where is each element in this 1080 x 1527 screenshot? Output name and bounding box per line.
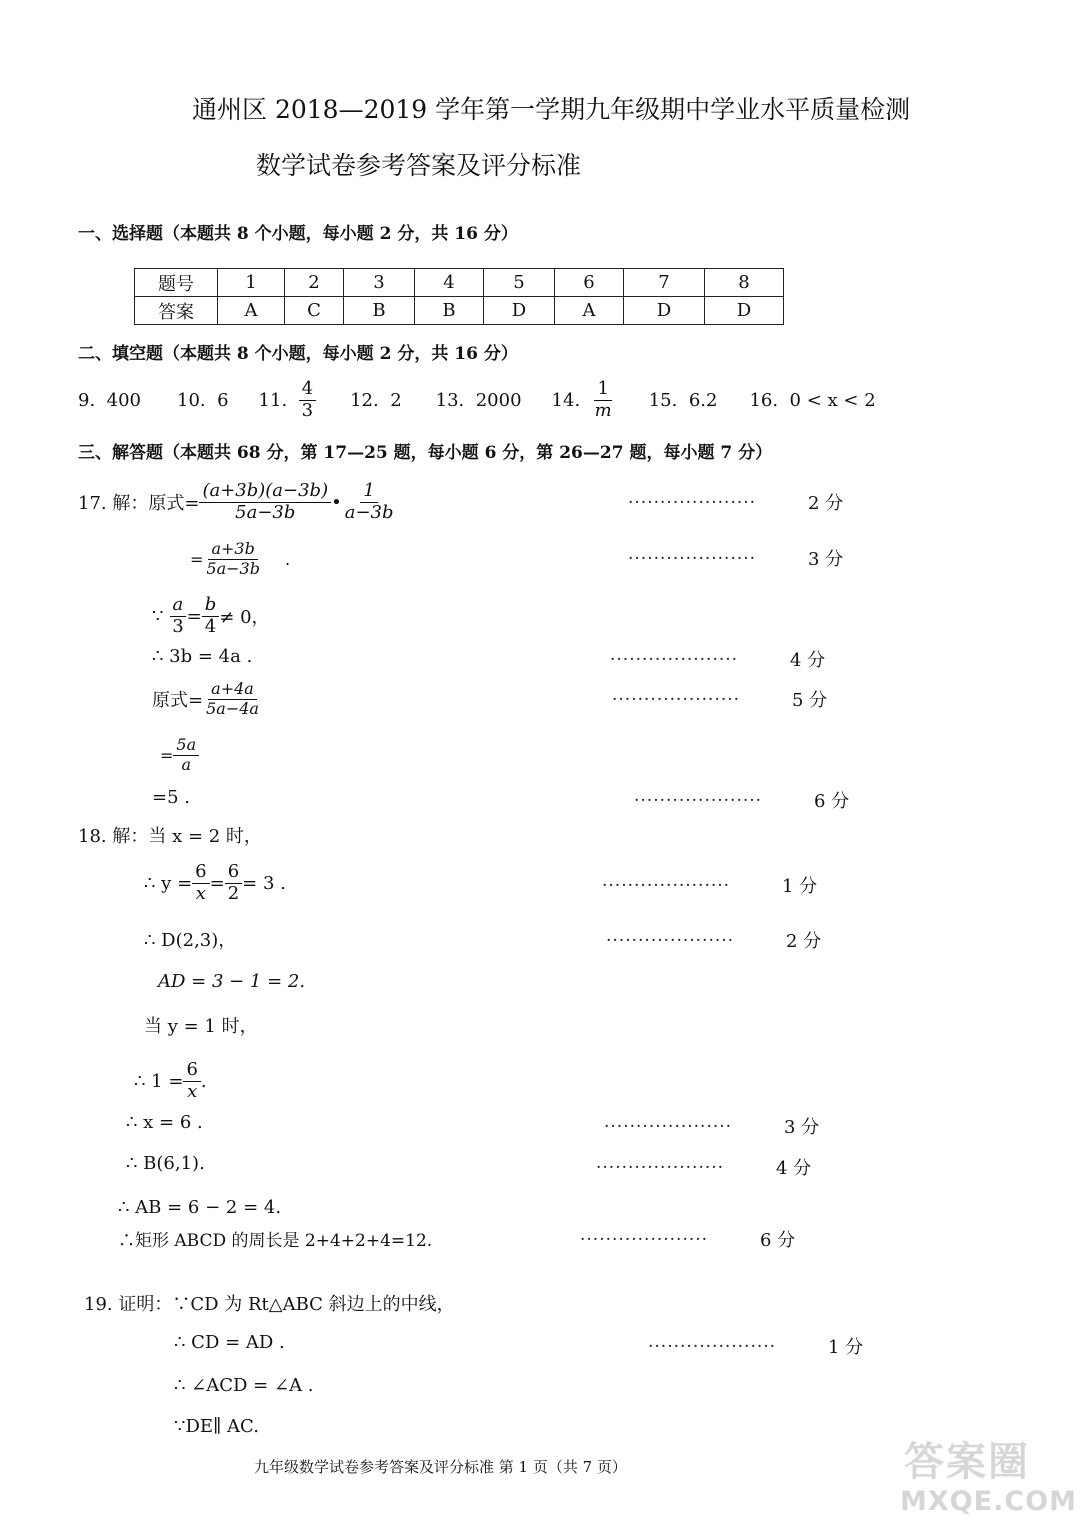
q18-line-8: ∴ B(6,1).	[126, 1153, 205, 1174]
table-cell: 1	[218, 269, 285, 297]
fraction	[342, 481, 397, 523]
score-dots: ....................	[602, 871, 731, 891]
score-dots: ....................	[612, 685, 741, 705]
equals-sign: =	[186, 605, 202, 627]
fraction	[203, 540, 263, 578]
table-cell: D	[484, 297, 555, 325]
score-label: 4 分	[790, 650, 826, 671]
table-cell: B	[415, 297, 484, 325]
fraction	[183, 1060, 200, 1102]
fraction-numerator: a+3b	[208, 540, 257, 559]
q18-line-5: 当 y = 1 时，	[144, 1016, 258, 1037]
score-dots: ....................	[596, 1153, 725, 1173]
fraction-numerator: a+4a	[208, 680, 257, 699]
score-label: 5 分	[792, 690, 828, 711]
fraction	[192, 862, 209, 904]
q18-line-7: ∴ x = 6 .	[126, 1112, 203, 1133]
fraction-denominator: 5a−4a	[206, 698, 259, 718]
item-number: 16.	[749, 389, 779, 411]
fraction-denominator: x	[195, 882, 206, 904]
score-dots: ....................	[634, 786, 763, 806]
watermark-logo: 答案圈	[904, 1439, 1030, 1485]
table-cell: 题号	[135, 269, 218, 297]
fraction-numerator: b	[202, 595, 220, 617]
score-dots: ....................	[628, 544, 757, 564]
fraction-numerator: 5a	[173, 736, 199, 755]
score-dots: ....................	[580, 1225, 709, 1245]
fraction	[592, 379, 615, 421]
expression-text: ∴ y =	[144, 872, 193, 894]
section-heading-choice: 一、选择题（本题共 8 个小题，每小题 2 分，共 16 分）	[78, 224, 518, 244]
section-heading-solve: 三、解答题（本题共 68 分，第 17—25 题，每小题 6 分，第 26—27 题，每小题 7 分）	[78, 443, 773, 463]
equals-sign: =	[160, 745, 174, 765]
item-answer: 2000	[475, 389, 522, 411]
table-cell: A	[555, 297, 624, 325]
table-cell: 4	[415, 269, 484, 297]
table-cell: 6	[555, 269, 624, 297]
score-dots: ....................	[628, 488, 757, 508]
fraction-denominator: 4	[204, 615, 217, 637]
fraction-numerator: 6	[192, 862, 209, 884]
fill-item-11	[259, 379, 317, 421]
table-row-answers	[135, 297, 784, 325]
q18-line-4: AD = 3 − 1 = 2.	[158, 971, 306, 992]
fraction-numerator: 6	[225, 862, 242, 884]
score-dots: ....................	[604, 1112, 733, 1132]
score-label: 4 分	[776, 1158, 812, 1179]
score-label: 3 分	[808, 549, 844, 570]
fraction-numerator: 4	[299, 379, 316, 401]
multiply-dot: •	[331, 491, 342, 513]
fill-item-10	[177, 390, 229, 411]
table-cell: 3	[344, 269, 415, 297]
score-label: 3 分	[784, 1117, 820, 1138]
fraction-denominator: 3	[172, 615, 184, 637]
fraction-denominator: a−3b	[344, 501, 394, 523]
fraction	[203, 680, 262, 718]
table-cell: A	[218, 297, 285, 325]
table-cell: 5	[484, 269, 555, 297]
score-label: 1 分	[828, 1337, 864, 1358]
fraction-numerator: (a+3b)(a−3b)	[199, 481, 331, 503]
fraction-denominator: 3	[301, 399, 314, 421]
q19-line-1: 19. 证明：∵CD 为 Rt△ABC 斜边上的中线，	[84, 1294, 455, 1315]
fill-item-14	[552, 379, 615, 421]
fraction-denominator: x	[187, 1080, 198, 1102]
fraction	[169, 595, 186, 637]
period: .	[284, 549, 291, 569]
q17-line-3	[152, 590, 270, 642]
item-answer: 2	[390, 389, 402, 411]
table-cell: D	[705, 297, 784, 325]
item-number: 14.	[551, 389, 581, 411]
fraction	[225, 862, 242, 904]
score-label: 1 分	[782, 876, 818, 897]
table-cell: 2	[285, 269, 344, 297]
q17-line-4: ∴ 3b = 4a .	[152, 646, 253, 667]
equals-sign: =	[190, 549, 204, 569]
q18-line-6	[134, 1054, 207, 1108]
fraction	[202, 595, 220, 637]
fraction	[199, 481, 331, 523]
item-number: 10.	[177, 389, 206, 411]
fraction-denominator: 5a−3b	[206, 558, 260, 578]
q18-line-9: ∴ AB = 6 − 2 = 4.	[118, 1197, 282, 1218]
q17-line-6	[160, 730, 199, 780]
q18-line-3: ∴ D(2,3)，	[144, 930, 237, 951]
q18-line-1: 18. 解：当 x = 2 时，	[78, 826, 262, 847]
item-number: 12.	[350, 389, 379, 411]
table-cell: 答案	[135, 297, 218, 325]
q17-line-2	[190, 534, 290, 584]
q17-line-7: =5 .	[152, 787, 190, 808]
page-title: 通州区 2018—2019 学年第一学期九年级期中学业水平质量检测	[192, 95, 911, 124]
q19-line-2: ∴ CD = AD .	[174, 1332, 285, 1353]
fraction-numerator: 1	[360, 481, 377, 503]
fill-answers-line	[78, 372, 876, 428]
table-cell: D	[624, 297, 705, 325]
score-label: 6 分	[760, 1230, 796, 1251]
equals-sign: =	[209, 872, 225, 894]
table-row-numbers	[135, 269, 784, 297]
period: .	[200, 1070, 207, 1092]
page-footer: 九年级数学试卷参考答案及评分标准 第 1 页（共 7 页）	[254, 1458, 627, 1476]
table-cell: 8	[705, 269, 784, 297]
fraction-denominator: m	[594, 399, 612, 421]
item-answer: 400	[106, 389, 141, 411]
fraction-denominator: 2	[227, 882, 240, 904]
table-cell: 7	[624, 269, 705, 297]
q17-line-1	[78, 474, 397, 530]
fraction	[173, 736, 199, 774]
fraction-numerator: a	[170, 595, 187, 617]
q17-label: 17. 解：原式=	[78, 493, 200, 514]
q18-line-2	[144, 856, 286, 910]
inequality-text: ≠ 0，	[219, 607, 270, 628]
section-heading-fill: 二、填空题（本题共 8 个小题，每小题 2 分，共 16 分）	[78, 344, 518, 364]
fraction-numerator: 1	[594, 379, 611, 401]
fraction-denominator: a	[181, 754, 192, 774]
page-subtitle: 数学试卷参考答案及评分标准	[256, 151, 582, 180]
table-cell: B	[344, 297, 415, 325]
table-cell: C	[285, 297, 344, 325]
score-label: 2 分	[808, 493, 844, 514]
fraction-denominator: 5a−3b	[235, 501, 296, 523]
q19-line-3: ∴ ∠ACD = ∠A .	[174, 1375, 314, 1396]
expression-text: = 3 .	[242, 872, 286, 894]
watermark-url: MXQE.COM	[900, 1486, 1077, 1517]
fill-item-13	[436, 390, 522, 411]
fill-item-15	[649, 390, 718, 411]
fill-item-9	[78, 390, 141, 411]
item-answer: 6	[217, 389, 229, 411]
score-dots: ....................	[606, 926, 735, 946]
score-dots: ....................	[610, 645, 739, 665]
item-number: 11.	[258, 389, 288, 411]
item-number: 13.	[435, 389, 465, 411]
score-label: 2 分	[786, 931, 822, 952]
item-answer: 6.2	[688, 389, 718, 411]
because-symbol: ∵	[152, 605, 164, 627]
fill-item-16	[749, 390, 875, 411]
answer-table	[134, 268, 784, 325]
expression-text: ∴ 1 =	[134, 1070, 184, 1092]
original-expression-label: 原式=	[152, 690, 204, 711]
item-number: 9.	[78, 389, 96, 411]
fraction	[299, 379, 316, 421]
score-dots: ....................	[648, 1332, 777, 1352]
fraction-numerator: 6	[183, 1060, 200, 1082]
score-label: 6 分	[814, 791, 850, 812]
item-number: 15.	[648, 389, 678, 411]
q17-line-5	[152, 674, 262, 724]
q18-line-10: ∴矩形 ABCD 的周长是 2+4+2+4=12.	[118, 1231, 433, 1251]
q19-line-4: ∵DE∥ AC.	[174, 1416, 259, 1437]
item-answer: 0 < x < 2	[789, 389, 876, 411]
fill-item-12	[350, 390, 402, 411]
